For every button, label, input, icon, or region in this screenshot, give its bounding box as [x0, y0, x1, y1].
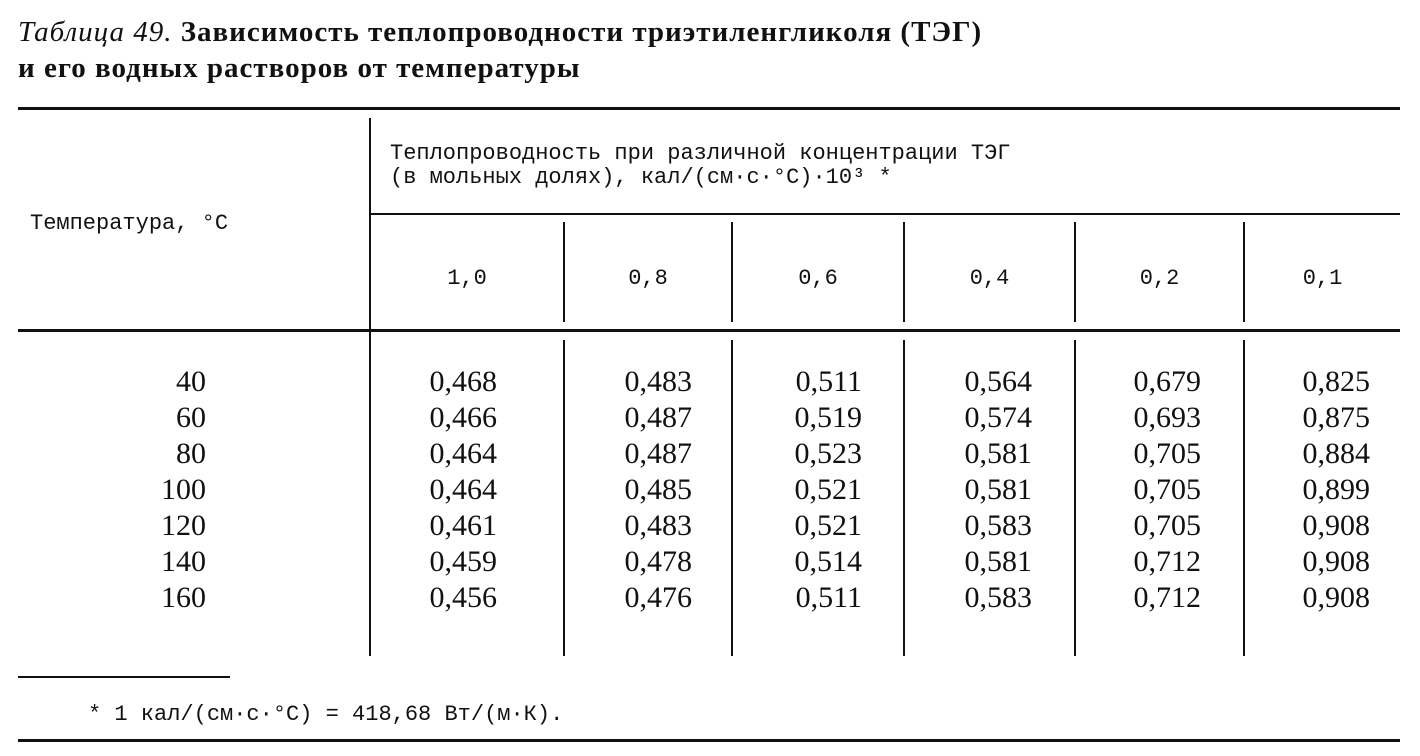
column-divider	[731, 340, 733, 656]
conductivity-cell: 0,511	[795, 365, 862, 398]
column-divider	[1074, 340, 1076, 656]
conductivity-cell: 0,514	[794, 545, 862, 578]
conductivity-cell: 0,712	[1133, 545, 1201, 578]
conductivity-cell: 0,705	[1133, 473, 1201, 506]
temperature-cell: 80	[176, 437, 206, 470]
footnote-rule	[18, 676, 230, 678]
conductivity-cell: 0,908	[1302, 509, 1370, 542]
concentration-header: 0,6	[798, 266, 838, 291]
conductivity-cell: 0,583	[964, 581, 1032, 614]
table-title-line1: Зависимость теплопроводности триэтиленгликоля (ТЭГ)	[180, 16, 983, 48]
conductivity-cell: 0,574	[964, 401, 1032, 434]
conductivity-cell: 0,483	[624, 509, 692, 542]
group-header-line2: (в мольных долях), кал/(см·с·°С)·10³ *	[390, 165, 892, 190]
conductivity-cell: 0,511	[795, 581, 862, 614]
conductivity-cell: 0,693	[1133, 401, 1201, 434]
column-divider	[563, 340, 565, 656]
conductivity-cell: 0,487	[624, 437, 692, 470]
concentration-header: 0,8	[628, 266, 668, 291]
conductivity-cell: 0,468	[429, 365, 497, 398]
conductivity-cell: 0,581	[964, 545, 1032, 578]
conductivity-cell: 0,456	[429, 581, 497, 614]
temperature-cell: 120	[161, 509, 206, 542]
concentration-header: 0,1	[1302, 266, 1343, 291]
conductivity-cell: 0,466	[429, 401, 497, 434]
conductivity-cell: 0,461	[429, 509, 497, 542]
conductivity-cell: 0,485	[624, 473, 692, 506]
conductivity-cell: 0,583	[964, 509, 1032, 542]
table-number: Таблица 49.	[18, 16, 173, 48]
column-divider	[1243, 340, 1245, 656]
top-rule	[18, 107, 1400, 110]
conductivity-cell: 0,908	[1302, 581, 1370, 614]
conductivity-cell: 0,564	[964, 365, 1032, 398]
conductivity-cell: 0,899	[1302, 473, 1370, 506]
conductivity-cell: 0,483	[624, 365, 692, 398]
conductivity-cell: 0,487	[624, 401, 692, 434]
conductivity-cell: 0,712	[1133, 581, 1201, 614]
conductivity-cell: 0,519	[794, 401, 862, 434]
bottom-rule	[18, 739, 1400, 742]
conductivity-cell: 0,581	[964, 437, 1032, 470]
conductivity-cell: 0,875	[1302, 401, 1370, 434]
group-header-line1: Теплопроводность при различной концентрации ТЭГ	[390, 141, 1011, 166]
conductivity-cell: 0,523	[794, 437, 862, 470]
footnote: * 1 кал/(см·с·°С) = 418,68 Вт/(м·К).	[88, 702, 564, 727]
temperature-cell: 100	[161, 473, 206, 506]
conductivity-cell: 0,521	[794, 473, 862, 506]
column-divider	[903, 340, 905, 656]
conductivity-cell: 0,476	[624, 581, 692, 614]
conductivity-cell: 0,464	[429, 437, 497, 470]
conductivity-cell: 0,705	[1133, 509, 1201, 542]
temperature-header: Температура, °С	[30, 211, 229, 236]
conductivity-cell: 0,884	[1302, 437, 1370, 470]
conductivity-cell: 0,705	[1133, 437, 1201, 470]
temperature-cell: 160	[161, 581, 206, 614]
conductivity-cell: 0,908	[1302, 545, 1370, 578]
concentration-header: 0,4	[969, 266, 1010, 291]
conductivity-cell: 0,478	[624, 545, 692, 578]
concentration-header: 0,2	[1139, 266, 1180, 291]
header-bottom-rule	[18, 329, 1400, 332]
conductivity-cell: 0,581	[964, 473, 1032, 506]
temperature-cell: 40	[176, 365, 206, 398]
conductivity-cell: 0,464	[429, 473, 497, 506]
column-divider	[369, 118, 371, 656]
group-header-rule	[370, 213, 1400, 215]
conductivity-cell: 0,825	[1302, 365, 1370, 398]
conductivity-cell: 0,679	[1133, 365, 1201, 398]
table-title-line2: и его водных растворов от температуры	[18, 52, 581, 84]
temperature-cell: 140	[161, 545, 206, 578]
concentration-header: 1,0	[447, 266, 487, 291]
conductivity-cell: 0,521	[794, 509, 862, 542]
table-title	[18, 14, 1408, 86]
conductivity-cell: 0,459	[429, 545, 497, 578]
temperature-cell: 60	[176, 401, 206, 434]
